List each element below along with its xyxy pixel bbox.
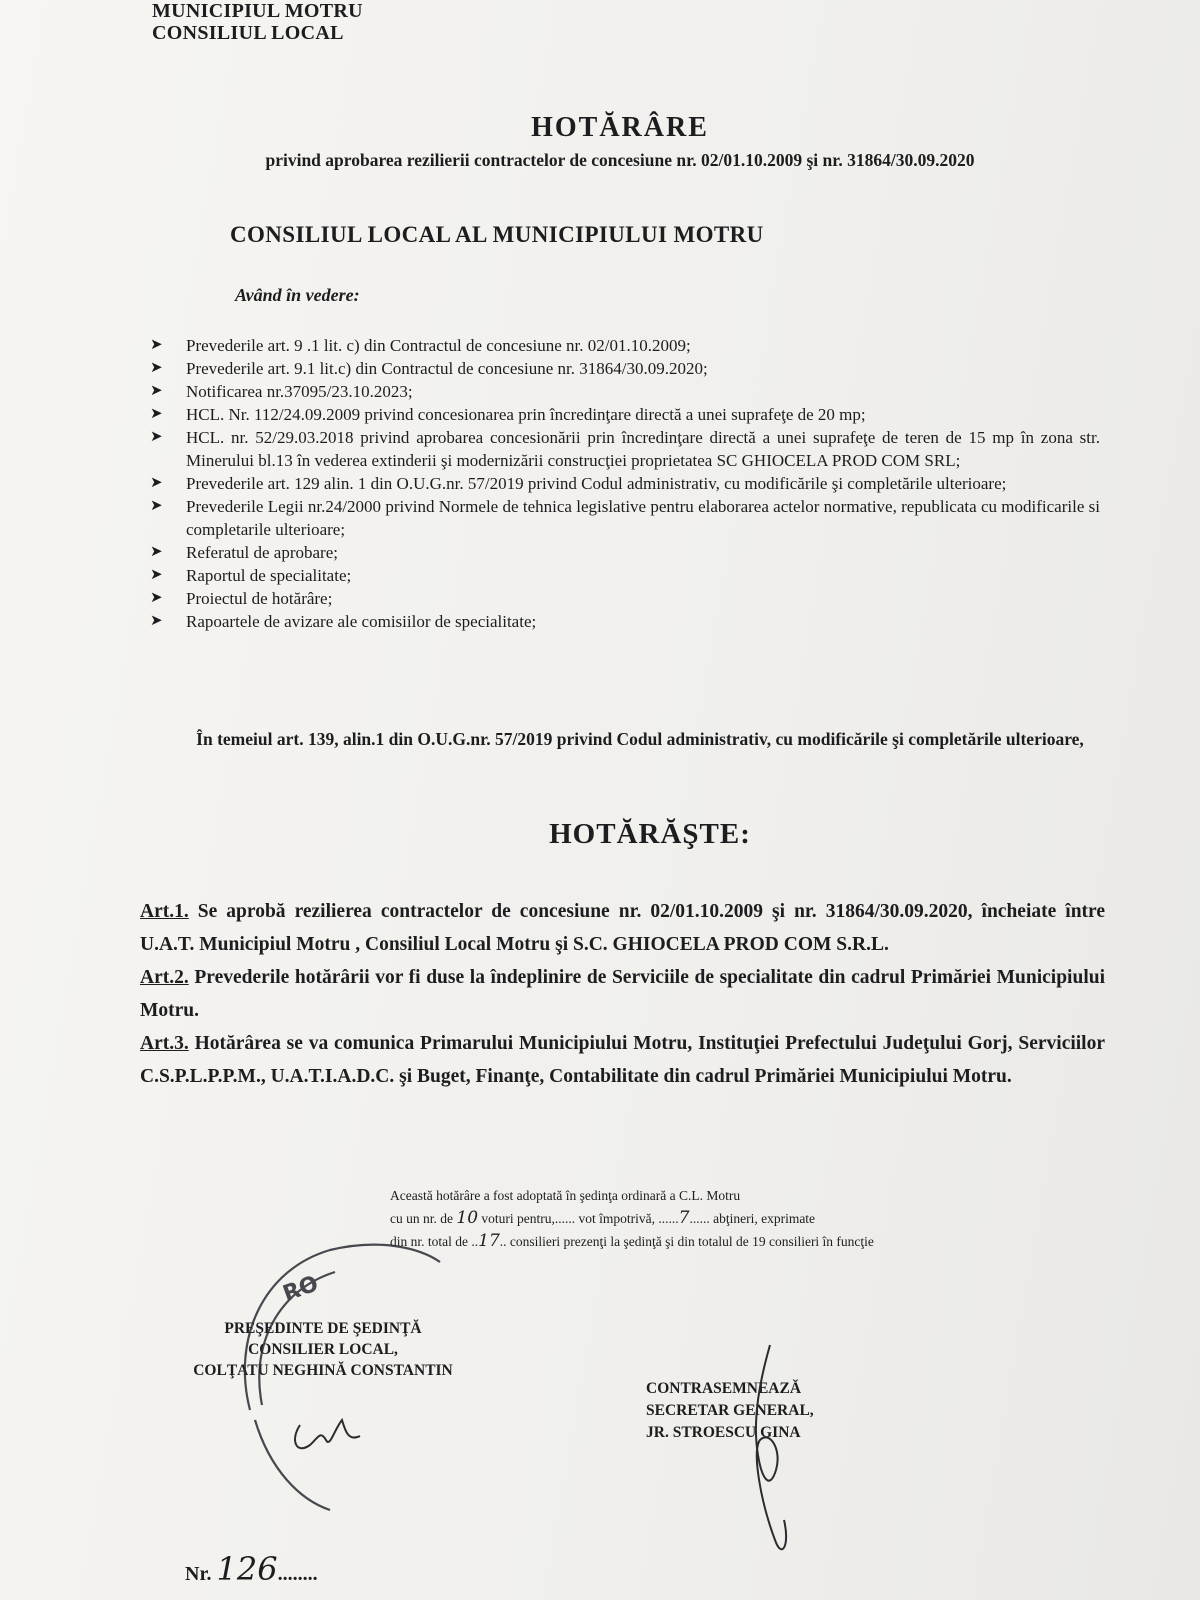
president-title: CONSILIER LOCAL, [248, 1341, 398, 1358]
article-2 [140, 961, 1105, 1027]
president-name: COLŢATU NEGHINĂ CONSTANTIN [193, 1362, 453, 1379]
president-signature-icon [295, 1420, 360, 1448]
list-item: ➤ HCL. Nr. 112/24.09.2009 privind concesionarea prin încredinţare directă a unei suprafeţe de 20 mp; [150, 405, 866, 424]
article-1 [140, 895, 1105, 961]
articles-section [140, 895, 1105, 1093]
adoption-statement [390, 1185, 1040, 1253]
list-item: ➤ Prevederile art. 9 .1 lit. c) din Contractul de concesiune nr. 02/01.10.2009; [150, 336, 691, 355]
arrow-bullet-icon: ➤ [150, 406, 163, 422]
issuer-header [152, 0, 363, 44]
registration-value: 126 [216, 1550, 278, 1588]
article-label: Art.3. [140, 1033, 189, 1054]
article-3 [140, 1027, 1105, 1093]
abstentions-value: 7 [678, 1208, 690, 1228]
document-subtitle: privind aprobarea rezilierii contractelor de concesiune nr. 02/01.10.2009 şi nr. 31864/30.09.2020 [265, 150, 975, 170]
secretary-name: JR. STROESCU GINA [646, 1424, 801, 1441]
president-role: PREŞEDINTE DE ŞEDINŢĂ [224, 1320, 422, 1337]
list-item: ➤ Raportul de specialitate; [150, 566, 352, 585]
list-item: ➤ Proiectul de hotărâre; [150, 589, 333, 608]
arrow-bullet-icon: ➤ [150, 360, 163, 376]
adoption-line-1: Această hotărâre a fost adoptată în şedinţa ordinară a C.L. Motru [390, 1188, 741, 1203]
list-item: ➤ HCL. nr. 52/29.03.2018 privind aprobarea concesionării prin încredinţare directă a unei suprafeţe de teren de 15 mp în zona str. Minerului bl.13 în vederea extinderii şi modernizării construcţiei proprietatea SC GHIOCELA PROD COM SRL; [150, 428, 1100, 470]
secretary-role: CONTRASEMNEAZĂ [646, 1380, 802, 1397]
votes-against-value: ...... [554, 1211, 576, 1226]
secretary-title: SECRETAR GENERAL, [646, 1402, 814, 1419]
arrow-bullet-icon: ➤ [150, 544, 163, 560]
list-item: ➤ Notificarea nr.37095/23.10.2023; [150, 382, 413, 401]
list-item: ➤ Rapoartele de avizare ale comisiilor de specialitate; [150, 612, 537, 631]
article-text: Hotărârea se va comunica Primarului Municipiului Motru, Instituţiei Prefectului Judeţului Gorj, Serviciilor C.S.P.L.P.P.M., U.A.T.I.A.D.C. şi Buget, Finanţe, Contabilitate din cadrul Primăriei Municipiului Motru. [140, 1033, 1106, 1087]
president-signature-block [158, 1318, 488, 1381]
decides-heading: HOTĂRĂŞTE: [549, 818, 751, 850]
issuer-council: CONSILIUL LOCAL [152, 22, 344, 44]
svg-text:RO: RO [279, 1271, 322, 1308]
arrow-bullet-icon: ➤ [150, 383, 163, 399]
secretary-signature-icon [756, 1345, 786, 1549]
having-in-view-heading: Având în vedere: [235, 285, 360, 305]
arrow-bullet-icon: ➤ [150, 613, 163, 629]
arrow-bullet-icon: ➤ [150, 567, 163, 583]
arrow-bullet-icon: ➤ [150, 590, 163, 606]
present-value: 17 [478, 1231, 500, 1251]
arrow-bullet-icon: ➤ [150, 475, 163, 491]
council-heading: CONSILIUL LOCAL AL MUNICIPIULUI MOTRU [230, 222, 764, 247]
adoption-line-3: din nr. total de ..17.. consilieri prezenţi la şedinţă şi din totalul de 19 consilieri în funcţie [390, 1231, 874, 1251]
votes-for-value: 10 [456, 1208, 479, 1228]
arrow-bullet-icon: ➤ [150, 337, 163, 353]
list-item: ➤ Prevederile Legii nr.24/2000 privind Normele de tehnica legislative pentru elaborarea actelor normative, republicata cu modificarile si completarile ulterioare; [150, 497, 1100, 539]
considerations-list [150, 334, 1100, 633]
list-item: ➤ Prevederile art. 9.1 lit.c) din Contractul de concesiune nr. 31864/30.09.2020; [150, 359, 708, 378]
legal-basis: În temeiul art. 139, alin.1 din O.U.G.nr. 57/2019 privind Codul administrativ, cu modificările şi completările ulterioare, [196, 729, 1084, 749]
article-text: Prevederile hotărârii vor fi duse la îndeplinire de Serviciile de specialitate din cadrul Primăriei Municipiului Motru. [140, 967, 1105, 1021]
adoption-line-2: cu un nr. de 10 voturi pentru,...... vot împotrivă, ......7...... abţineri, exprimate [390, 1208, 816, 1228]
list-item: ➤ Prevederile art. 129 alin. 1 din O.U.G.nr. 57/2019 privind Codul administrativ, cu modificările şi completările ulterioare; [150, 474, 1007, 493]
issuer-municipality: MUNICIPIUL MOTRU [152, 0, 363, 22]
article-text: Se aprobă rezilierea contractelor de concesiune nr. 02/01.10.2009 şi nr. 31864/30.09.2020, încheiate între U.A.T. Municipiul Motru , Consiliul Local Motru şi S.C. GHIOCELA PROD COM S.R.L. [140, 901, 1106, 955]
arrow-bullet-icon: ➤ [150, 429, 163, 445]
article-label: Art.1. [140, 901, 189, 922]
arrow-bullet-icon: ➤ [150, 498, 163, 514]
list-item: ➤ Referatul de aprobare; [150, 543, 338, 562]
registration-prefix: Nr. [185, 1563, 212, 1585]
registration-number: Nr. 126........ [185, 1550, 318, 1588]
secretary-signature-block [646, 1378, 814, 1444]
article-label: Art.2. [140, 967, 189, 988]
document-title: HOTĂRÂRE [531, 112, 709, 143]
